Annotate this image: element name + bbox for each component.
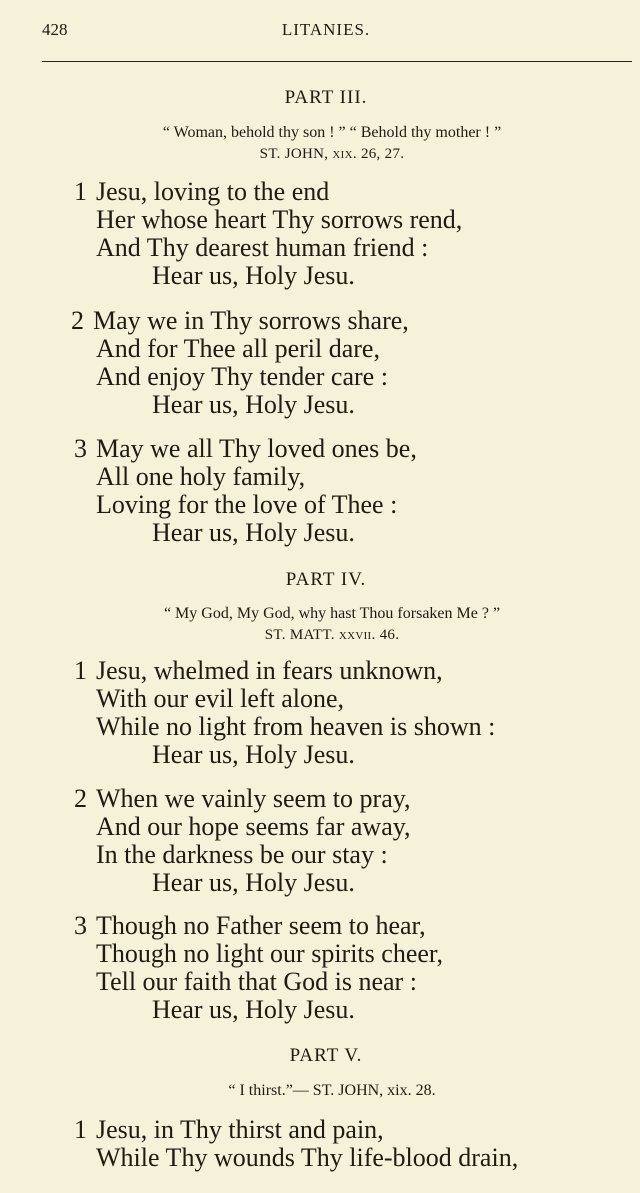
part-title: PART V. <box>289 1045 363 1066</box>
verse-line: Loving for the love of Thee : <box>96 490 398 519</box>
refrain: Hear us, Holy Jesu. <box>152 740 355 769</box>
refrain: Hear us, Holy Jesu. <box>152 868 355 897</box>
stanza-number: 2 <box>74 784 87 813</box>
verse-line: While no light from heaven is shown : <box>96 712 496 741</box>
page-number: 428 <box>42 20 68 39</box>
verse-line: When we vainly seem to pray, <box>96 784 411 813</box>
verse-line: With our evil left alone, <box>96 684 345 713</box>
verse-line: May we in Thy sorrows share, <box>93 306 409 335</box>
verse-line: Tell our faith that God is near : <box>96 967 417 996</box>
stanza-number: 1 <box>74 177 87 206</box>
verse-line: Her whose heart Thy sorrows rend, <box>96 205 463 234</box>
scripture-reference: ST. MATT. xxvii. 46. <box>264 627 400 643</box>
verse-line: In the darkness be our stay : <box>96 840 388 869</box>
stanza-number: 3 <box>74 911 87 940</box>
refrain: Hear us, Holy Jesu. <box>152 995 355 1024</box>
stanza-number: 1 <box>74 1115 87 1144</box>
refrain: Hear us, Holy Jesu. <box>152 261 355 290</box>
stanza-number: 3 <box>74 434 87 463</box>
verse-line: While Thy wounds Thy life-blood drain, <box>96 1143 519 1172</box>
verse-line: Jesu, in Thy thirst and pain, <box>96 1115 384 1144</box>
part-title: PART IV. <box>285 569 367 590</box>
refrain: Hear us, Holy Jesu. <box>152 518 355 547</box>
epigraph: “ Woman, behold thy son ! ” “ Behold thy mother ! ” <box>162 124 502 141</box>
epigraph: “ I thirst.”— ST. JOHN, xix. 28. <box>228 1082 436 1099</box>
verse-line: And Thy dearest human friend : <box>96 233 429 262</box>
verse-line: All one holy family, <box>96 462 306 491</box>
verse-line: And enjoy Thy tender care : <box>96 362 388 391</box>
scripture-reference: ST. JOHN, xix. 26, 27. <box>259 146 405 162</box>
stanza-number: 2 <box>71 306 84 335</box>
verse-line: Jesu, whelmed in fears unknown, <box>96 656 443 685</box>
refrain: Hear us, Holy Jesu. <box>152 390 355 419</box>
header-rule <box>42 61 632 62</box>
verse-line: And our hope seems far away, <box>96 812 411 841</box>
stanza-number: 1 <box>74 656 87 685</box>
running-title: LITANIES. <box>281 20 371 39</box>
verse-line: Though no Father seem to hear, <box>96 911 426 940</box>
verse-line: And for Thee all peril dare, <box>96 334 380 363</box>
verse-line: Though no light our spirits cheer, <box>96 939 444 968</box>
verse-line: May we all Thy loved ones be, <box>96 434 417 463</box>
epigraph: “ My God, My God, why hast Thou forsaken Me ? ” <box>163 605 501 622</box>
verse-line: Jesu, loving to the end <box>96 177 330 206</box>
part-title: PART III. <box>284 87 368 108</box>
